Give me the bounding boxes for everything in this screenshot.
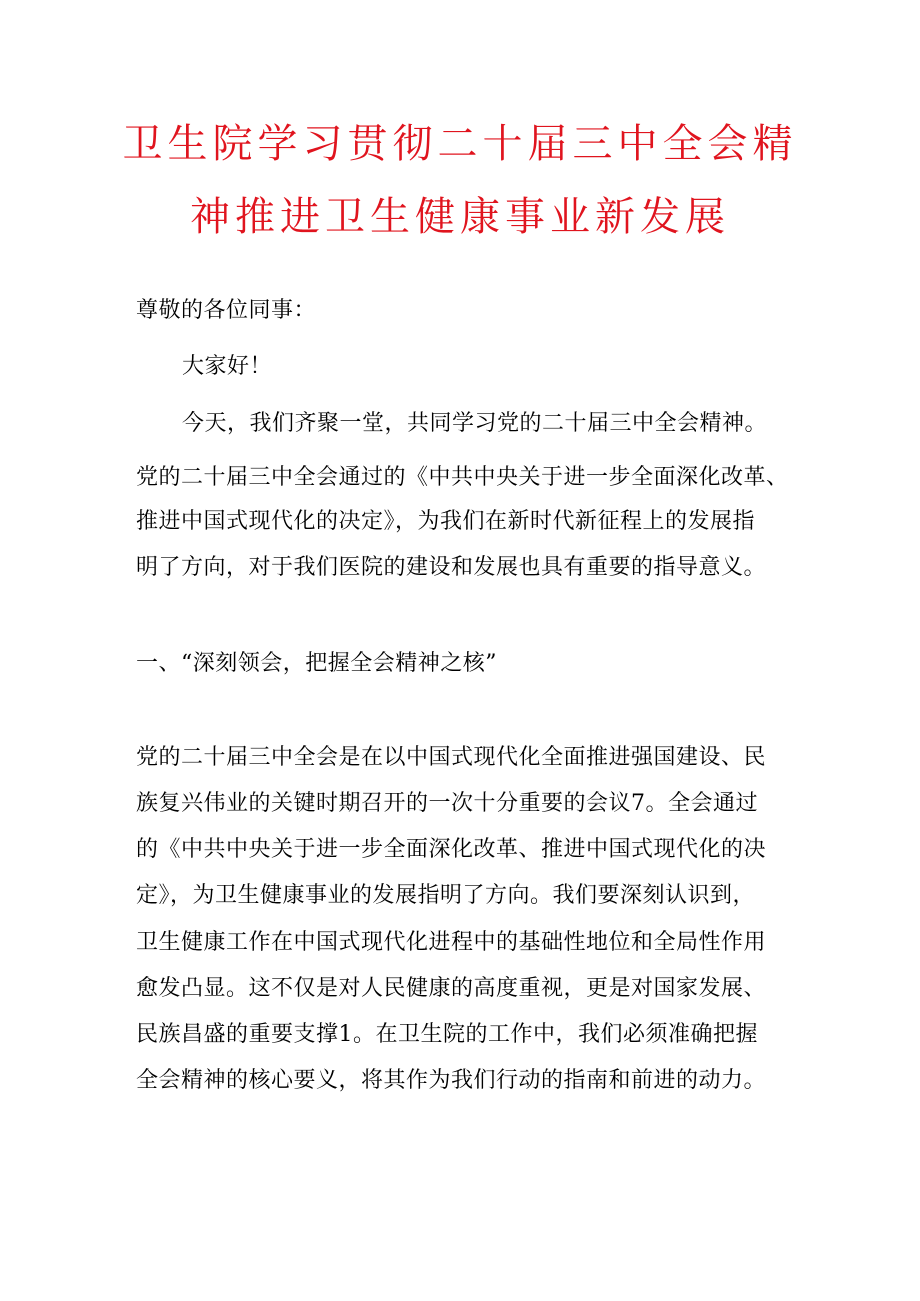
section-body-line: 愈发凸显。这不仅是对人民健康的高度重视，更是对国家发展、 <box>136 976 767 1001</box>
intro-line: 党的二十届三中全会通过的《中共中央关于进一步全面深化改革、 <box>136 465 789 490</box>
section-body-line: 民族昌盛的重要支撑1。在卫生院的工作中，我们必须准确把握 <box>136 1022 758 1047</box>
section-body-line: 定》，为卫生健康事业的发展指明了方向。我们要深刻认识到， <box>136 883 756 908</box>
intro-line: 推进中国式现代化的决定》，为我们在新时代新征程上的发展指 <box>136 509 756 534</box>
section-body-line: 卫生健康工作在中国式现代化进程中的基础性地位和全局性作用 <box>136 930 767 955</box>
intro-line: 明了方向，对于我们医院的建设和发展也具有重要的指导意义。 <box>136 555 767 580</box>
document-title-line-1: 卫生院学习贯彻二十届三中全会精 <box>122 121 798 167</box>
salutation: 尊敬的各位同事： <box>136 298 317 323</box>
greeting: 大家好！ <box>182 354 273 379</box>
section-body-line: 党的二十届三中全会是在以中国式现代化全面推进强国建设、民 <box>136 745 767 770</box>
section-body-line: 族复兴伟业的关键时期召开的一次十分重要的会议7。全会通过 <box>136 791 758 816</box>
section-heading: 一、“深刻领会，把握全会精神之核” <box>136 651 497 676</box>
section-body-line: 全会精神的核心要义，将其作为我们行动的指南和前进的动力。 <box>136 1068 767 1093</box>
document-title-line-2: 神推进卫生健康事业新发展 <box>190 194 730 240</box>
intro-line: 今天，我们齐聚一堂，共同学习党的二十届三中全会精神。 <box>182 411 768 436</box>
section-body-line: 的《中共中央关于进一步全面深化改革、推进中国式现代化的决 <box>136 837 767 862</box>
